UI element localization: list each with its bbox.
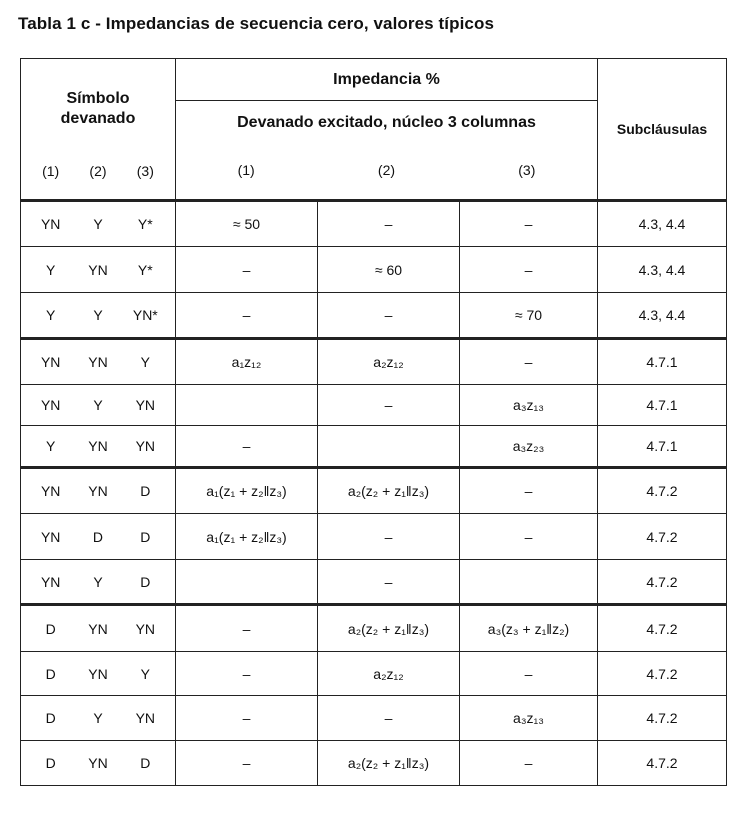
winding-symbol: D xyxy=(140,573,151,590)
winding-symbol: Y* xyxy=(137,261,153,278)
winding-symbol: D xyxy=(45,620,56,637)
winding-symbol: YN xyxy=(40,216,61,232)
subclause-cell: 4.7.2 xyxy=(598,560,727,605)
impedance-cell: a₂z₁₂ xyxy=(318,652,460,696)
table-row xyxy=(21,560,727,605)
winding-symbol: Y xyxy=(45,438,56,454)
impedance-cell: – xyxy=(176,741,318,786)
impedance-cell: – xyxy=(176,293,318,339)
symbol-cell xyxy=(21,201,176,247)
impedance-cell: – xyxy=(176,696,318,741)
symbol-cell xyxy=(21,514,176,560)
table-row xyxy=(21,605,727,652)
impedance-cell: a₁z₁₂ xyxy=(176,339,318,385)
impedance-cell: – xyxy=(460,652,598,696)
symbol-cell xyxy=(21,468,176,514)
table-row xyxy=(21,201,727,247)
symbol-cell xyxy=(21,605,176,652)
symbol-cell xyxy=(21,385,176,426)
impedance-col-label-3: (3) xyxy=(518,162,536,178)
symbol-header-line1: Símbolo xyxy=(66,90,130,107)
table-row xyxy=(21,741,727,786)
symbol-cell xyxy=(21,339,176,385)
excited-header: Devanado excitado, núcleo 3 columnas xyxy=(237,114,536,131)
impedance-col-label-2: (2) xyxy=(377,162,396,178)
winding-symbol: YN xyxy=(135,397,156,413)
subclause-cell: 4.7.2 xyxy=(598,652,727,696)
winding-symbol: Y xyxy=(93,397,103,413)
symbol-cell xyxy=(21,696,176,741)
table-row xyxy=(21,385,727,426)
impedance-cell: ≈ 70 xyxy=(460,293,598,339)
impedance-cell: a₂(z₂ + z₁‖z₃) xyxy=(318,741,460,786)
subclause-cell: 4.3, 4.4 xyxy=(598,293,727,339)
impedance-cell: – xyxy=(460,201,598,247)
winding-symbol: D xyxy=(92,528,104,545)
subclause-cell: 4.7.1 xyxy=(598,385,727,426)
excited-header-cell xyxy=(176,101,598,201)
table-title: Tabla 1 c - Impedancias de secuencia cero, valores típicos xyxy=(18,14,495,33)
winding-symbol: Y xyxy=(93,573,103,590)
impedance-cell: – xyxy=(460,468,598,514)
winding-symbol: YN xyxy=(40,354,61,370)
table-row xyxy=(21,426,727,468)
impedance-cell: – xyxy=(318,560,460,605)
subclause-cell: 4.7.2 xyxy=(598,468,727,514)
subclause-cell: 4.7.1 xyxy=(598,339,727,385)
symbol-col-label-2: (2) xyxy=(89,163,107,179)
impedance-cell xyxy=(318,426,460,468)
table-row xyxy=(21,652,727,696)
winding-symbol: Y xyxy=(45,261,56,278)
impedance-cell: – xyxy=(460,247,598,293)
winding-symbol: YN xyxy=(135,438,156,454)
impedance-cell xyxy=(460,560,598,605)
symbol-col-label-3: (3) xyxy=(136,163,154,179)
winding-symbol: Y xyxy=(93,710,103,726)
impedance-cell: – xyxy=(460,514,598,560)
impedance-cell: – xyxy=(318,293,460,339)
winding-symbol: YN xyxy=(88,438,108,454)
winding-symbol: D xyxy=(45,710,56,726)
winding-symbol: YN xyxy=(88,354,108,370)
table-row xyxy=(21,247,727,293)
impedance-cell: a₃z₁₃ xyxy=(460,696,598,741)
subclause-cell: 4.3, 4.4 xyxy=(598,247,727,293)
winding-symbol: Y xyxy=(140,354,150,370)
winding-symbol: D xyxy=(45,755,56,771)
winding-symbol: D xyxy=(45,665,56,682)
winding-symbol: YN xyxy=(40,483,61,499)
impedance-cell xyxy=(176,560,318,605)
symbol-col-label-1: (1) xyxy=(42,163,60,179)
winding-symbol: YN* xyxy=(132,307,158,323)
winding-symbol: YN xyxy=(135,620,156,637)
subclause-cell: 4.7.2 xyxy=(598,605,727,652)
winding-symbol: YN xyxy=(135,710,156,726)
impedance-cell: a₂(z₂ + z₁‖z₃) xyxy=(318,605,460,652)
subclauses-header: Subcláusulas xyxy=(598,59,727,201)
impedance-cell: – xyxy=(460,339,598,385)
impedance-cell: a₃z₁₃ xyxy=(460,385,598,426)
subclause-cell: 4.3, 4.4 xyxy=(598,201,727,247)
subclause-cell: 4.7.2 xyxy=(598,514,727,560)
impedance-cell: – xyxy=(318,514,460,560)
impedance-col-label-1: (1) xyxy=(237,162,255,178)
winding-symbol: Y xyxy=(93,307,103,323)
winding-symbol: YN xyxy=(40,573,61,590)
symbol-cell xyxy=(21,247,176,293)
table-row xyxy=(21,696,727,741)
impedance-cell: – xyxy=(318,201,460,247)
impedance-cell: a₁(z₁ + z₂‖z₃) xyxy=(176,514,318,560)
impedance-cell: – xyxy=(318,696,460,741)
impedance-cell: a₃z₂₃ xyxy=(460,426,598,468)
winding-symbol: Y xyxy=(140,665,150,682)
symbol-cell xyxy=(21,293,176,339)
impedance-cell: a₃(z₃ + z₁‖z₂) xyxy=(460,605,598,652)
impedance-cell: a₁(z₁ + z₂‖z₃) xyxy=(176,468,318,514)
symbol-cell xyxy=(21,652,176,696)
winding-symbol: Y xyxy=(93,216,103,232)
impedance-cell: ≈ 60 xyxy=(318,247,460,293)
winding-symbol: Y* xyxy=(137,216,153,232)
impedance-cell: – xyxy=(318,385,460,426)
winding-symbol: YN xyxy=(88,755,108,771)
impedance-cell: – xyxy=(460,741,598,786)
subclause-cell: 4.7.2 xyxy=(598,741,727,786)
table-body xyxy=(21,201,727,786)
winding-symbol: YN xyxy=(88,620,108,637)
impedance-cell: a₂z₁₂ xyxy=(318,339,460,385)
subclause-cell: 4.7.2 xyxy=(598,696,727,741)
winding-symbol: Y xyxy=(45,307,56,323)
table-row xyxy=(21,293,727,339)
impedance-cell xyxy=(176,385,318,426)
winding-symbol: D xyxy=(140,755,151,771)
symbol-header-cell xyxy=(21,59,176,201)
impedance-cell: – xyxy=(176,426,318,468)
symbol-cell xyxy=(21,426,176,468)
impedance-cell: – xyxy=(176,652,318,696)
impedance-header: Impedancia % xyxy=(176,59,598,101)
table-row xyxy=(21,514,727,560)
impedance-cell: – xyxy=(176,605,318,652)
winding-symbol: D xyxy=(140,483,151,499)
impedance-cell: ≈ 50 xyxy=(176,201,318,247)
subclause-cell: 4.7.1 xyxy=(598,426,727,468)
winding-symbol: YN xyxy=(88,261,108,278)
winding-symbol: YN xyxy=(88,483,108,499)
winding-symbol: YN xyxy=(40,528,61,545)
impedance-cell: – xyxy=(176,247,318,293)
impedance-cell: a₂(z₂ + z₁‖z₃) xyxy=(318,468,460,514)
symbol-cell xyxy=(21,560,176,605)
table-row xyxy=(21,339,727,385)
winding-symbol: D xyxy=(140,528,151,545)
table-row xyxy=(21,468,727,514)
winding-symbol: YN xyxy=(88,665,108,682)
symbol-header-line2: devanado xyxy=(60,110,136,127)
impedance-table xyxy=(20,58,727,786)
winding-symbol: YN xyxy=(40,397,61,413)
symbol-cell xyxy=(21,741,176,786)
